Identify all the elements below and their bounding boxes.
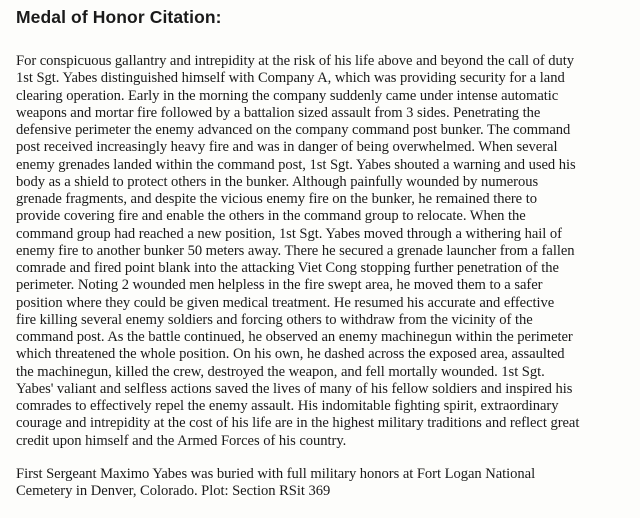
citation-line: perimeter. Noting 2 wounded men helpless in the fire swept area, he moved them to a safer	[16, 277, 543, 294]
citation-line: credit upon himself and the Armed Forces of his country.	[16, 432, 347, 449]
citation-line: command group had reached a new position, 1st Sgt. Yabes moved through a withering hail of	[16, 225, 562, 242]
citation-line: weapons and mortar fire followed by a battalion sized assault from 3 sides. Penetrating the	[16, 104, 541, 121]
citation-line: enemy grenades landed within the command post, 1st Sgt. Yabes shouted a warning and used his	[16, 156, 576, 173]
document-title: Medal of Honor Citation:	[16, 7, 222, 27]
burial-line: Cemetery in Denver, Colorado. Plot: Section RSit 369	[16, 483, 331, 499]
burial-line: First Sergeant Maximo Yabes was buried with full military honors at Fort Logan National	[16, 465, 536, 482]
burial-paragraph	[16, 466, 628, 501]
citation-line: Yabes' valiant and selfless actions saved the lives of many of his fellow soldiers and inspired his	[16, 380, 573, 397]
citation-line: comrade and fired point blank into the attacking Viet Cong stopping further penetration of the	[16, 260, 559, 276]
citation-line: the machinegun, killed the crew, destroyed the weapon, and fell mortally wounded. 1st Sgt.	[16, 363, 545, 380]
citation-line: provide covering fire and enable the others in the command group to relocate. When the	[16, 208, 526, 225]
citation-line: courage and intrepidity at the cost of his life are in the highest military traditions and reflect great	[16, 415, 580, 432]
citation-line: command post. As the battle continued, he observed an enemy machinegun within the perimeter	[16, 329, 573, 345]
citation-line: post received increasingly heavy fire and was in danger of being overwhelmed. When several	[16, 139, 558, 156]
citation-line: For conspicuous gallantry and intrepidity at the risk of his life above and beyond the call of duty	[16, 53, 574, 69]
citation-line: fire killing several enemy soldiers and forcing others to withdraw from the vicinity of the	[16, 311, 533, 328]
citation-line: clearing operation. Early in the morning the company suddenly came under intense automatic	[16, 87, 559, 104]
citation-line: comrades to effectively repel the enemy assault. His indomitable fighting spirit, extraordinary	[16, 398, 559, 414]
citation-line: enemy fire to another bunker 50 meters away. There he secured a grenade launcher from a fallen	[16, 242, 575, 259]
citation-line: 1st Sgt. Yabes distinguished himself with Company A, which was providing security for a land	[16, 70, 565, 87]
citation-line: defensive perimeter the enemy advanced on the company command post bunker. The command	[16, 122, 571, 138]
citation-paragraph	[16, 53, 628, 450]
citation-line: grenade fragments, and despite the vicious enemy fire on the bunker, he remained there to	[16, 191, 537, 207]
citation-line: position where they could be given medical treatment. He resumed his accurate and effective	[16, 294, 555, 311]
citation-line: body as a shield to protect others in the bunker. Although painfully wounded by numerous	[16, 173, 539, 190]
citation-line: which threatened the whole position. On his own, he dashed across the exposed area, assaulted	[16, 346, 565, 363]
